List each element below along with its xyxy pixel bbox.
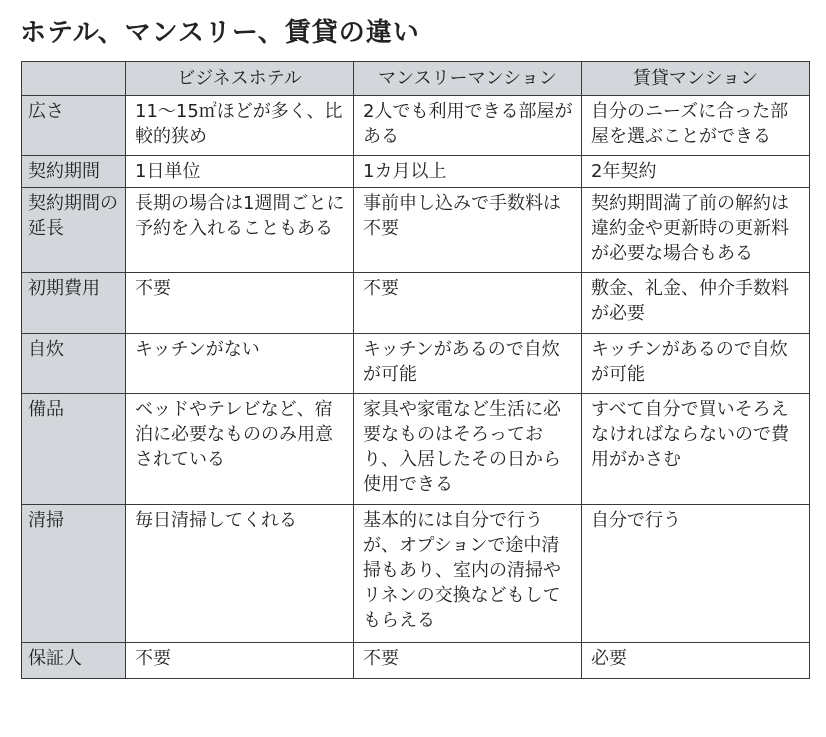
row-header-size: 広さ — [22, 96, 126, 156]
row-header-contract-term: 契約期間 — [22, 156, 126, 188]
table-header-row — [22, 62, 810, 96]
table-cell: キッチンがあるので自炊が可能 — [354, 334, 582, 394]
column-header-business-hotel: ビジネスホテル — [126, 62, 354, 96]
table-cell: 2人でも利用できる部屋がある — [354, 96, 582, 156]
table-cell: すべて自分で買いそろえなければならないので費用がかさむ — [582, 394, 810, 505]
row-header-cooking: 自炊 — [22, 334, 126, 394]
table-cell: 事前申し込みで手数料は不要 — [354, 188, 582, 273]
table-cell: 1カ月以上 — [354, 156, 582, 188]
table-cell: 毎日清掃してくれる — [126, 505, 354, 643]
table-cell: 敷金、礼金、仲介手数料が必要 — [582, 273, 810, 334]
table-cell: 不要 — [354, 643, 582, 679]
row-header-contract-extension: 契約期間の延長 — [22, 188, 126, 273]
table-row — [22, 273, 810, 334]
table-cell: 必要 — [582, 643, 810, 679]
table-row — [22, 334, 810, 394]
table-cell: 11～15㎡ほどが多く、比較的狭め — [126, 96, 354, 156]
table-cell: 2年契約 — [582, 156, 810, 188]
table-cell: 不要 — [354, 273, 582, 334]
comparison-table — [21, 61, 810, 679]
table-row — [22, 394, 810, 505]
table-cell: 不要 — [126, 273, 354, 334]
table-row — [22, 643, 810, 679]
column-header-rental-mansion: 賃貸マンション — [582, 62, 810, 96]
table-cell: 不要 — [126, 643, 354, 679]
table-cell: 自分のニーズに合った部屋を選ぶことができる — [582, 96, 810, 156]
table-row — [22, 96, 810, 156]
row-header-guarantor: 保証人 — [22, 643, 126, 679]
table-row — [22, 505, 810, 643]
row-header-cleaning: 清掃 — [22, 505, 126, 643]
row-header-initial-cost: 初期費用 — [22, 273, 126, 334]
table-cell: 1日単位 — [126, 156, 354, 188]
table-cell: ベッドやテレビなど、宿泊に必要なもののみ用意されている — [126, 394, 354, 505]
table-corner-cell — [22, 62, 126, 96]
page-title: ホテル、マンスリー、賃貸の違い — [20, 18, 420, 48]
row-header-equipment: 備品 — [22, 394, 126, 505]
table-row — [22, 156, 810, 188]
table-cell: キッチンがあるので自炊が可能 — [582, 334, 810, 394]
table-row — [22, 188, 810, 273]
table-cell: 自分で行う — [582, 505, 810, 643]
column-header-monthly-mansion: マンスリーマンション — [354, 62, 582, 96]
table-cell: 家具や家電など生活に必要なものはそろっており、入居したその日から使用できる — [354, 394, 582, 505]
table-cell: 基本的には自分で行うが、オプションで途中清掃もあり、室内の清掃やリネンの交換などもしてもらえる — [354, 505, 582, 643]
table-cell: 契約期間満了前の解約は違約金や更新時の更新料が必要な場合もある — [582, 188, 810, 273]
table-cell: キッチンがない — [126, 334, 354, 394]
table-cell: 長期の場合は1週間ごとに予約を入れることもある — [126, 188, 354, 273]
